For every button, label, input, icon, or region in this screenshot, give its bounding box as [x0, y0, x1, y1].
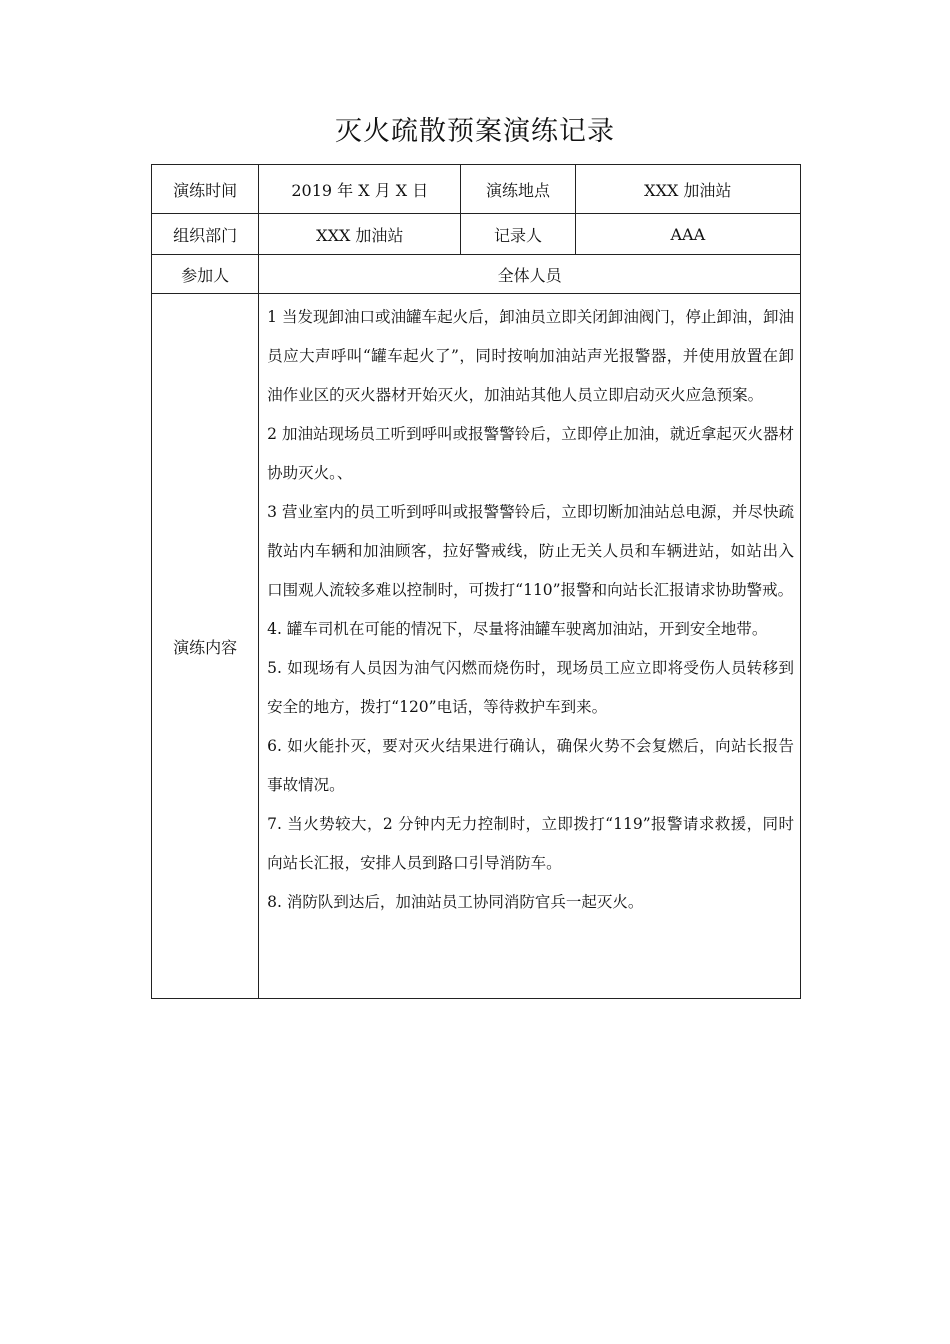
table-row: [152, 294, 801, 999]
organizer-value: XXX 加油站: [259, 214, 461, 255]
drill-time-value: 2019 年 X 月 X 日: [259, 165, 461, 214]
recorder-value: AAA: [575, 214, 800, 255]
recorder-label: 记录人: [461, 214, 575, 255]
drill-content-list: [267, 294, 794, 922]
drill-location-value: XXX 加油站: [575, 165, 800, 214]
content-item-6: 6. 如火能扑灭，要对灭火结果进行确认，确保火势不会复燃后，向站长报告事故情况。: [267, 737, 794, 794]
table-row: [152, 214, 801, 255]
page-title: 灭火疏散预案演练记录: [335, 116, 615, 147]
content-item-8: 8. 消防队到达后，加油站员工协同消防官兵一起灭火。: [267, 893, 644, 911]
drill-content-label: 演练内容: [152, 294, 259, 999]
content-item-4: 4. 罐车司机在可能的情况下，尽量将油罐车驶离加油站，开到安全地带。: [267, 620, 768, 638]
drill-location-label: 演练地点: [461, 165, 575, 214]
drill-time-label: 演练时间: [152, 165, 259, 214]
organizer-label: 组织部门: [152, 214, 259, 255]
drill-content-cell: [259, 294, 801, 999]
content-item-2: 2 加油站现场员工听到呼叫或报警警铃后，立即停止加油，就近拿起灭火器材协助灭火。、: [267, 425, 794, 482]
content-item-3: 3 营业室内的员工听到呼叫或报警警铃后，立即切断加油站总电源，并尽快疏散站内车辆和加油顾客，拉好警戒线，防止无关人员和车辆进站，如站出入口围观人流较多难以控制时，可拨打“110”报警和向站长汇报请求协助警戒。: [267, 503, 794, 599]
content-item-7: 7. 当火势较大，2 分钟内无力控制时，立即拨打“119”报警请求救援，同时向站长汇报，安排人员到路口引导消防车。: [267, 815, 794, 872]
drill-record-table: [151, 164, 801, 999]
participants-value: 全体人员: [259, 255, 801, 294]
content-item-5: 5. 如现场有人员因为油气闪燃而烧伤时，现场员工应立即将受伤人员转移到安全的地方，拨打“120”电话，等待救护车到来。: [267, 659, 794, 716]
table-row: [152, 255, 801, 294]
participants-label: 参加人: [152, 255, 259, 294]
table-row: [152, 165, 801, 214]
content-item-1: 1 当发现卸油口或油罐车起火后，卸油员立即关闭卸油阀门，停止卸油，卸油员应大声呼叫“罐车起火了”，同时按响加油站声光报警器，并使用放置在卸油作业区的灭火器材开始灭火，加油站其他人员立即启动灭火应急预案。: [267, 308, 794, 404]
